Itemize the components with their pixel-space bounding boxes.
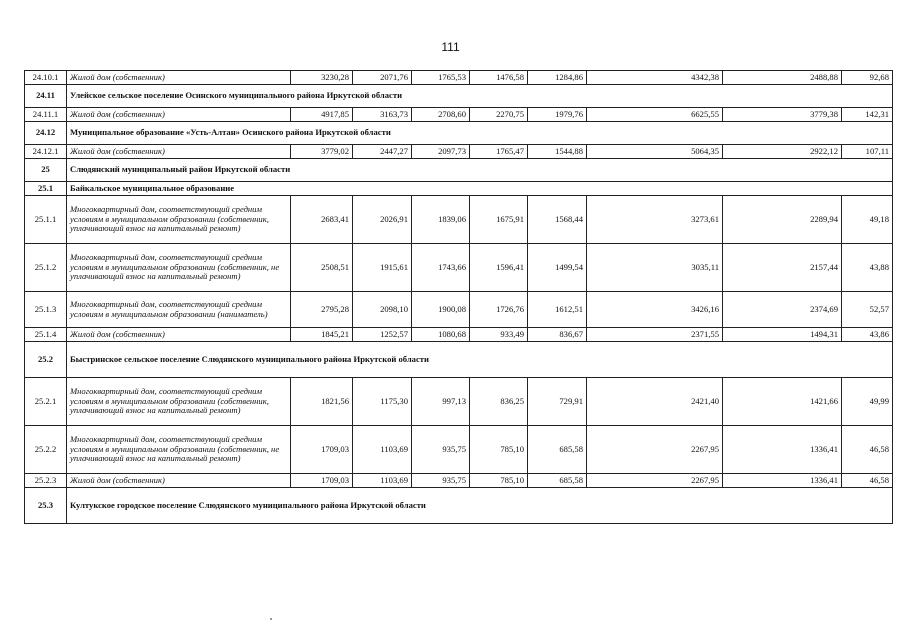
value-cell: 2071,76 [353, 71, 412, 85]
table-body [25, 71, 893, 524]
value-cell: 43,86 [842, 328, 893, 342]
value-cell: 935,75 [412, 474, 470, 488]
value-cell: 3779,02 [291, 145, 353, 159]
value-cell: 685,58 [528, 474, 587, 488]
value-cell: 2683,41 [291, 196, 353, 244]
table-row [25, 244, 893, 292]
row-description: Многоквартирный дом, соответствующий средним условиям в муниципальном образовании (собственник, не уплачивающий взнос на капитальный ремонт) [67, 426, 291, 474]
value-cell: 785,10 [470, 426, 528, 474]
value-cell: 2289,94 [723, 196, 842, 244]
value-cell: 2922,12 [723, 145, 842, 159]
row-code: 24.12.1 [25, 145, 67, 159]
value-cell: 1476,58 [470, 71, 528, 85]
value-cell: 1709,03 [291, 474, 353, 488]
group-row [25, 342, 893, 378]
value-cell: 52,57 [842, 292, 893, 328]
row-code: 25.2 [25, 342, 67, 378]
value-cell: 1900,08 [412, 292, 470, 328]
value-cell: 3163,73 [353, 108, 412, 122]
value-cell: 1284,86 [528, 71, 587, 85]
value-cell: 1979,76 [528, 108, 587, 122]
table-row [25, 71, 893, 85]
group-title: Улейское сельское поселение Осинского муниципального района Иркутской области [67, 85, 893, 108]
group-row [25, 182, 893, 196]
value-cell: 4342,38 [587, 71, 723, 85]
tariff-table [24, 70, 893, 524]
value-cell: 1336,41 [723, 426, 842, 474]
row-code: 25.2.2 [25, 426, 67, 474]
table-row [25, 328, 893, 342]
value-cell: 997,13 [412, 378, 470, 426]
value-cell: 49,99 [842, 378, 893, 426]
value-cell: 4917,85 [291, 108, 353, 122]
value-cell: 3273,61 [587, 196, 723, 244]
row-code: 25 [25, 159, 67, 182]
row-code: 25.2.3 [25, 474, 67, 488]
value-cell: 1596,41 [470, 244, 528, 292]
group-row [25, 488, 893, 524]
group-row [25, 85, 893, 108]
table-row [25, 145, 893, 159]
row-description: Многоквартирный дом, соответствующий средним условиям в муниципальном образовании (наниматель) [67, 292, 291, 328]
value-cell: 43,88 [842, 244, 893, 292]
row-code: 24.11 [25, 85, 67, 108]
value-cell: 836,67 [528, 328, 587, 342]
value-cell: 1252,57 [353, 328, 412, 342]
row-description: Жилой дом (собственник) [67, 474, 291, 488]
page-number: 111 [441, 40, 460, 54]
value-cell: 1612,51 [528, 292, 587, 328]
value-cell: 785,10 [470, 474, 528, 488]
value-cell: 2488,88 [723, 71, 842, 85]
scan-speck [270, 618, 272, 620]
table-row [25, 292, 893, 328]
value-cell: 729,91 [528, 378, 587, 426]
value-cell: 2267,95 [587, 474, 723, 488]
group-title: Байкальское муниципальное образование [67, 182, 893, 196]
row-code: 25.2.1 [25, 378, 67, 426]
value-cell: 2026,91 [353, 196, 412, 244]
value-cell: 1568,44 [528, 196, 587, 244]
value-cell: 1915,61 [353, 244, 412, 292]
value-cell: 2795,28 [291, 292, 353, 328]
row-code: 25.1.3 [25, 292, 67, 328]
value-cell: 107,11 [842, 145, 893, 159]
table-row [25, 474, 893, 488]
group-title: Быстринское сельское поселение Слюдянского муниципального района Иркутской области [67, 342, 893, 378]
value-cell: 933,49 [470, 328, 528, 342]
row-code: 24.10.1 [25, 71, 67, 85]
value-cell: 1845,21 [291, 328, 353, 342]
row-description: Жилой дом (собственник) [67, 328, 291, 342]
value-cell: 1494,31 [723, 328, 842, 342]
value-cell: 836,25 [470, 378, 528, 426]
value-cell: 1743,66 [412, 244, 470, 292]
value-cell: 1821,56 [291, 378, 353, 426]
group-row [25, 122, 893, 145]
row-code: 25.1.2 [25, 244, 67, 292]
table-row [25, 378, 893, 426]
row-code: 24.11.1 [25, 108, 67, 122]
value-cell: 2508,51 [291, 244, 353, 292]
group-title: Култукское городское поселение Слюдянского муниципального района Иркутской области [67, 488, 893, 524]
value-cell: 2371,55 [587, 328, 723, 342]
row-description: Многоквартирный дом, соответствующий средним условиям в муниципальном образовании (собственник, уплачивающий взнос на капитальный ремонт) [67, 196, 291, 244]
row-description: Жилой дом (собственник) [67, 71, 291, 85]
value-cell: 1499,54 [528, 244, 587, 292]
table-row [25, 108, 893, 122]
value-cell: 2157,44 [723, 244, 842, 292]
value-cell: 3426,16 [587, 292, 723, 328]
row-code: 25.1.1 [25, 196, 67, 244]
value-cell: 49,18 [842, 196, 893, 244]
value-cell: 3779,38 [723, 108, 842, 122]
value-cell: 1080,68 [412, 328, 470, 342]
table-row [25, 196, 893, 244]
value-cell: 1675,91 [470, 196, 528, 244]
row-code: 25.1.4 [25, 328, 67, 342]
value-cell: 142,31 [842, 108, 893, 122]
value-cell: 6625,55 [587, 108, 723, 122]
value-cell: 1726,76 [470, 292, 528, 328]
row-description: Многоквартирный дом, соответствующий средним условиям в муниципальном образовании (собственник, не уплачивающий взнос на капитальный ремонт) [67, 244, 291, 292]
value-cell: 1544,88 [528, 145, 587, 159]
value-cell: 1421,66 [723, 378, 842, 426]
row-code: 25.1 [25, 182, 67, 196]
row-code: 25.3 [25, 488, 67, 524]
table-row [25, 426, 893, 474]
value-cell: 2267,95 [587, 426, 723, 474]
value-cell: 92,68 [842, 71, 893, 85]
value-cell: 1765,53 [412, 71, 470, 85]
value-cell: 5064,35 [587, 145, 723, 159]
row-description: Многоквартирный дом, соответствующий средним условиям в муниципальном образовании (собственник, уплачивающий взнос на капитальный ремонт) [67, 378, 291, 426]
value-cell: 2374,69 [723, 292, 842, 328]
value-cell: 46,58 [842, 474, 893, 488]
value-cell: 1175,30 [353, 378, 412, 426]
value-cell: 685,58 [528, 426, 587, 474]
value-cell: 2270,75 [470, 108, 528, 122]
row-description: Жилой дом (собственник) [67, 145, 291, 159]
value-cell: 2421,40 [587, 378, 723, 426]
value-cell: 1103,69 [353, 426, 412, 474]
value-cell: 935,75 [412, 426, 470, 474]
value-cell: 1765,47 [470, 145, 528, 159]
value-cell: 2098,10 [353, 292, 412, 328]
value-cell: 1336,41 [723, 474, 842, 488]
value-cell: 2097,73 [412, 145, 470, 159]
group-title: Муниципальное образование «Усть-Алтан» Осинского района Иркутской области [67, 122, 893, 145]
value-cell: 2447,27 [353, 145, 412, 159]
row-description: Жилой дом (собственник) [67, 108, 291, 122]
group-row [25, 159, 893, 182]
value-cell: 2708,60 [412, 108, 470, 122]
value-cell: 3230,28 [291, 71, 353, 85]
group-title: Слюдянский муниципальный район Иркутской области [67, 159, 893, 182]
value-cell: 46,58 [842, 426, 893, 474]
value-cell: 1709,03 [291, 426, 353, 474]
value-cell: 1103,69 [353, 474, 412, 488]
value-cell: 1839,06 [412, 196, 470, 244]
row-code: 24.12 [25, 122, 67, 145]
value-cell: 3035,11 [587, 244, 723, 292]
